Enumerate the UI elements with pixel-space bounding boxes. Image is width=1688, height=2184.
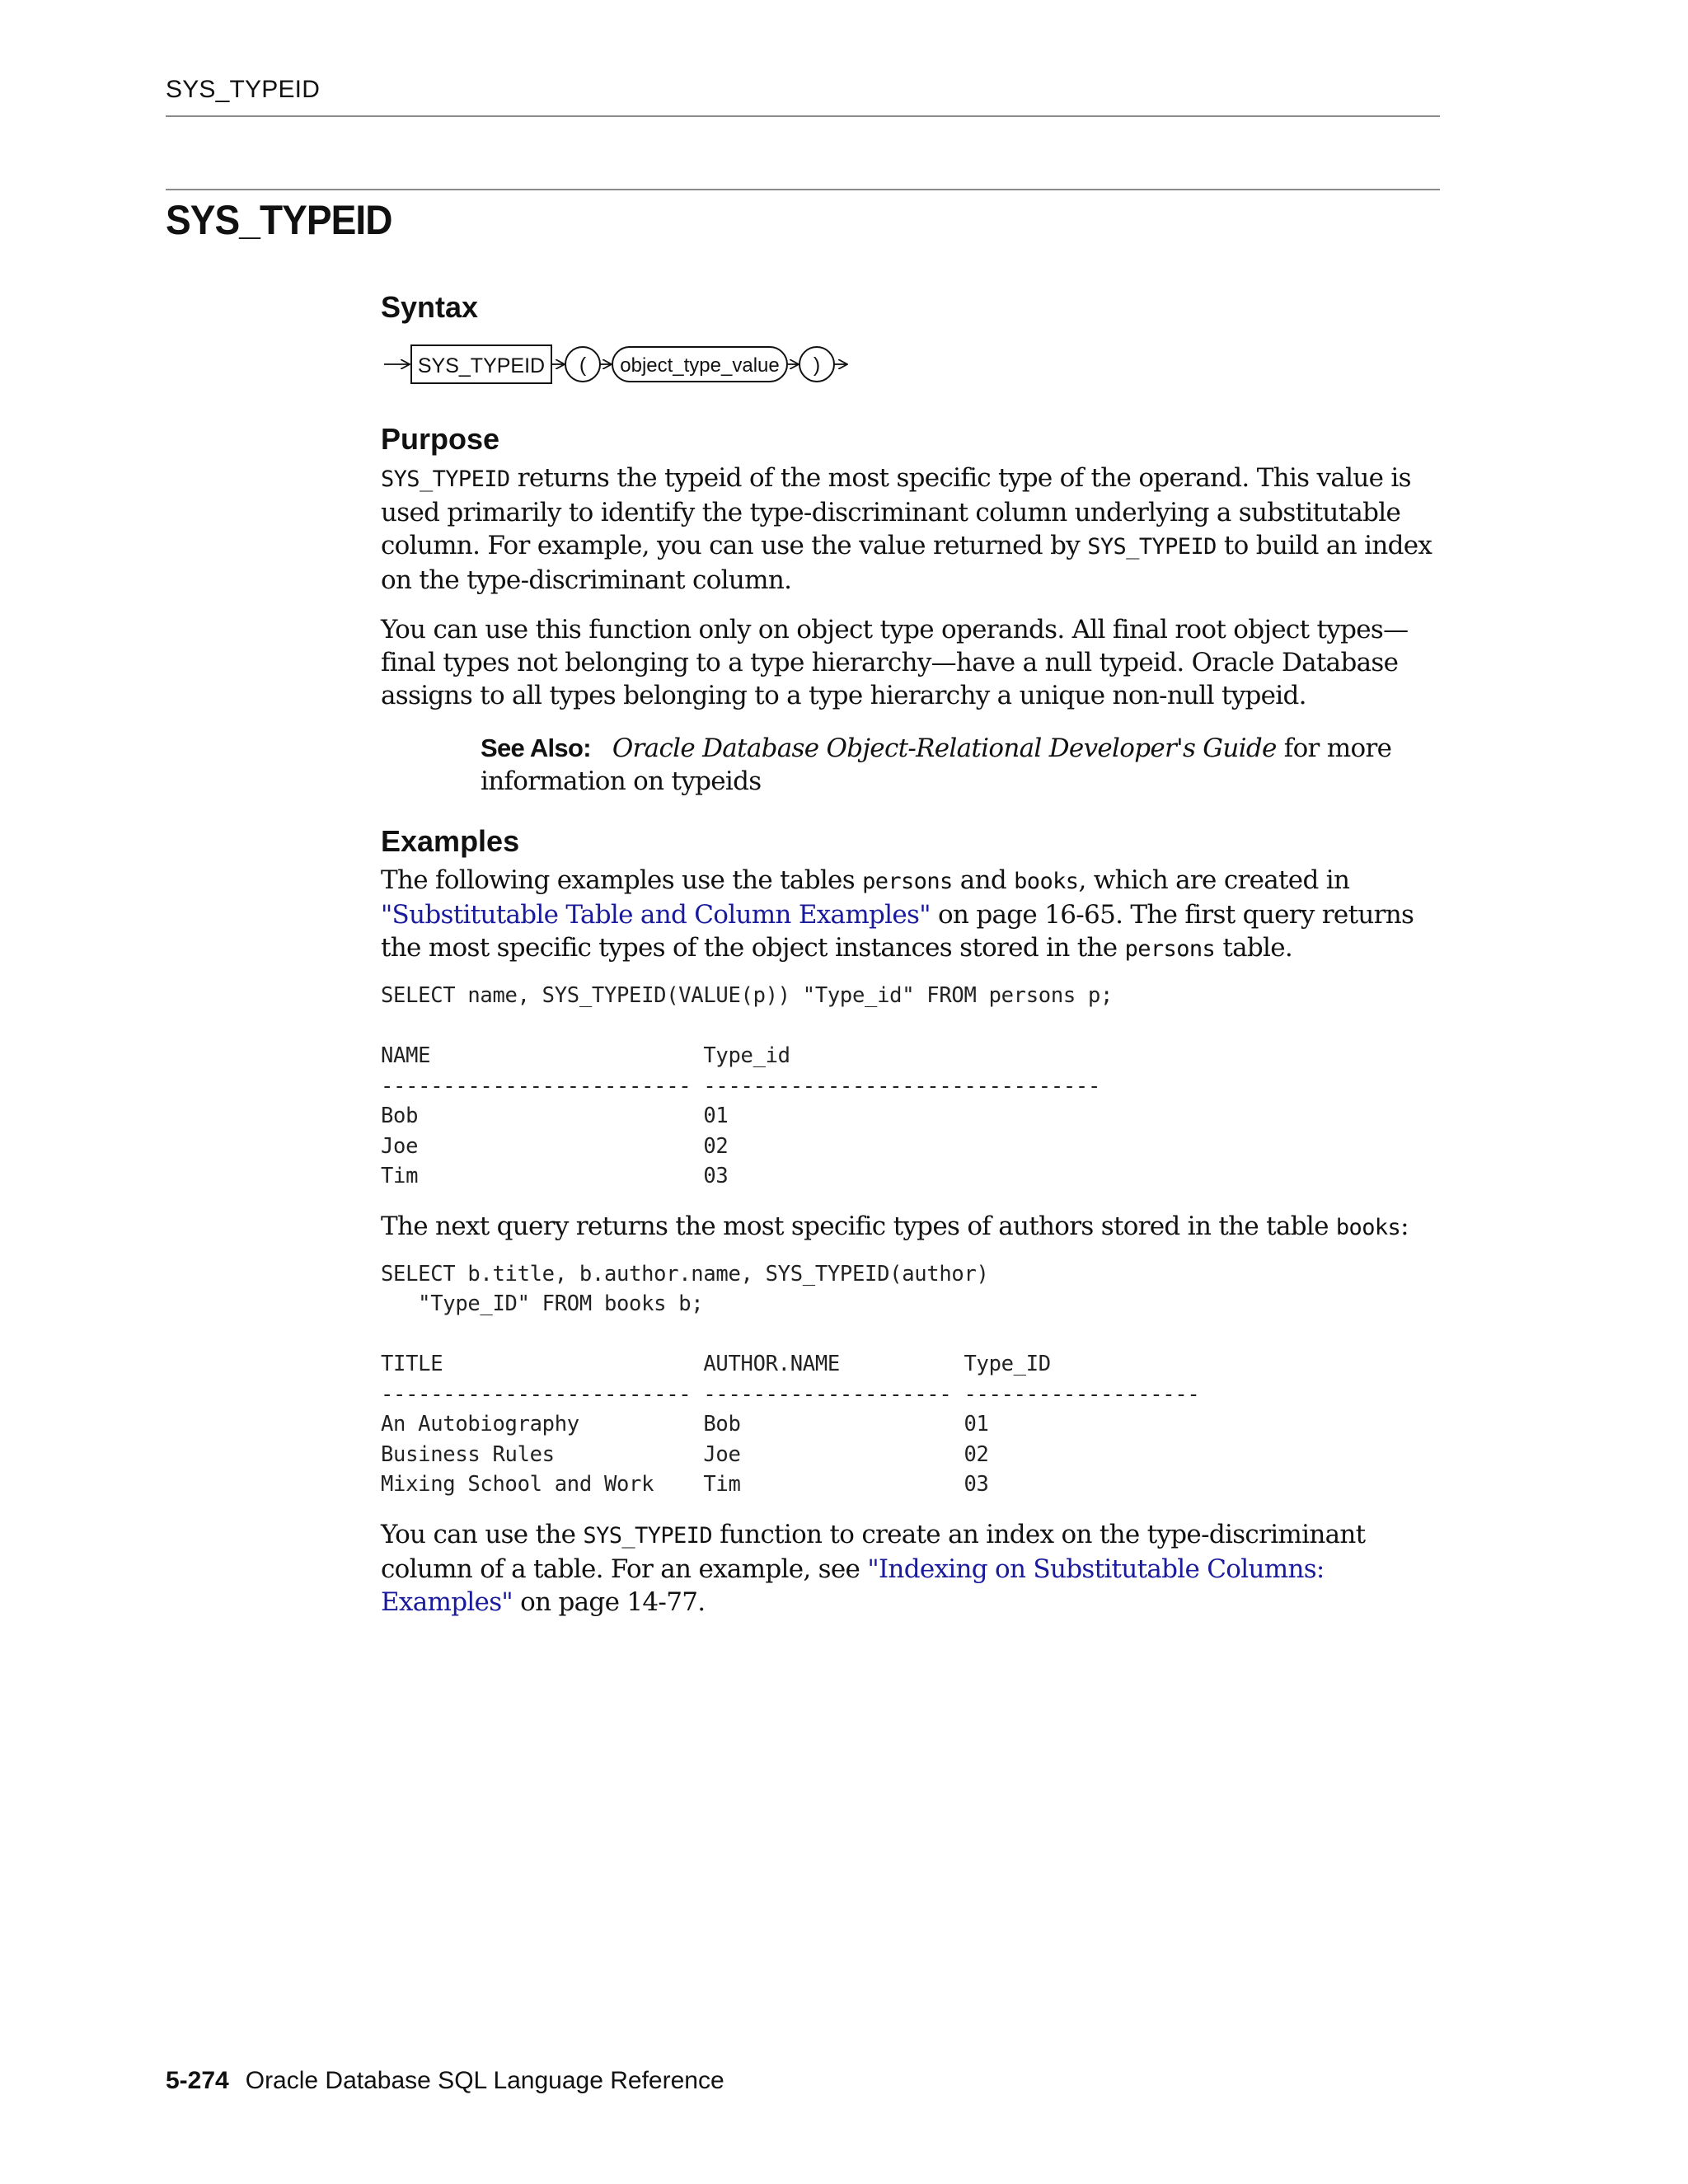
main-content <box>381 290 1440 1619</box>
diagram-keyword-box <box>411 345 551 383</box>
substitutable-table-examples-link[interactable]: "Substitutable Table and Column Examples" <box>381 900 931 930</box>
inline-code: books <box>1335 1214 1401 1240</box>
examples-paragraph-3: You can use the SYS_TYPEID function to create an index on the type-discriminant column of a table. For an example, see "Indexing on Substitutable Columns: Examples" on page 14-77. <box>381 1519 1366 1617</box>
book-title: Oracle Database SQL Language Reference <box>245 2067 724 2094</box>
see-also-book-title: Oracle Database Object-Relational Developer's Guide <box>612 733 1277 763</box>
purpose-heading: Purpose <box>381 422 500 456</box>
examples-heading: Examples <box>381 824 520 858</box>
inline-code: SYS_TYPEID <box>583 1522 712 1549</box>
code-example-2: SELECT b.title, b.author.name, SYS_TYPEID(author) "Type_ID" FROM books b; TITLE AUTHOR.NAME Type_ID ------------------------- -------------------- ------------------- An Autobiography Bob 01 Business Rules Joe 02 Mixing School and Work Tim 03 <box>381 1261 1200 1497</box>
see-also-note: See Also: Oracle Database Object-Relational Developer's Guide for more information on typeids <box>481 733 1392 796</box>
header-rule <box>166 115 1440 117</box>
page-title: SYS_TYPEID <box>166 197 392 243</box>
inline-code: persons <box>862 869 953 894</box>
syntax-heading: Syntax <box>381 290 479 324</box>
inline-code: books <box>1014 869 1079 894</box>
page-footer <box>166 2067 724 2095</box>
section-rule <box>166 189 1440 190</box>
see-also-label: See Also: <box>481 733 591 762</box>
code-example-1: SELECT name, SYS_TYPEID(VALUE(p)) "Type_id" FROM persons p; NAME Type_id ------------------------- -------------------------------- Bob 01 Joe 02 Tim 03 <box>381 983 1114 1188</box>
diagram-keyword-text: SYS_TYPEID <box>417 354 546 377</box>
inline-code: persons <box>1124 936 1216 962</box>
purpose-paragraph-2: You can use this function only on object type operands. All final root object types—final types not belonging to a type hierarchy—have a null typeid. Oracle Database assigns to all types belonging to a type hierarchy a unique non-null typeid. <box>381 615 1409 710</box>
diagram-open-paren <box>565 347 600 382</box>
diagram-argument-text: object_type_value <box>620 354 780 377</box>
diagram-close-paren-text: ) <box>813 354 821 377</box>
inline-code: SYS_TYPEID <box>1087 534 1217 560</box>
examples-paragraph-2: The next query returns the most specific types of authors stored in the table books: <box>381 1211 1409 1241</box>
page-number: 5-274 <box>166 2067 229 2094</box>
diagram-argument <box>612 347 787 382</box>
indexing-substitutable-columns-link[interactable]: "Indexing on Substitutable Columns: Examples" <box>381 1554 1325 1617</box>
diagram-close-paren <box>799 347 834 382</box>
purpose-paragraph-1: SYS_TYPEID returns the typeid of the most specific type of the operand. This value is used primarily to identify the type-discriminant column underlying a substitutable column. For example, you can use the value returned by SYS_TYPEID to build an index on the type-discriminant column. <box>381 463 1432 595</box>
diagram-open-paren-text: ( <box>579 354 587 377</box>
running-header: SYS_TYPEID <box>166 76 321 103</box>
inline-code: SYS_TYPEID <box>381 466 510 492</box>
syntax-diagram <box>381 336 875 394</box>
examples-paragraph-1: The following examples use the tables persons and books, which are created in "Substitutable Table and Column Examples" on page 16-65. The first query returns the most specific types of the object instances stored in the persons table. <box>381 865 1414 963</box>
